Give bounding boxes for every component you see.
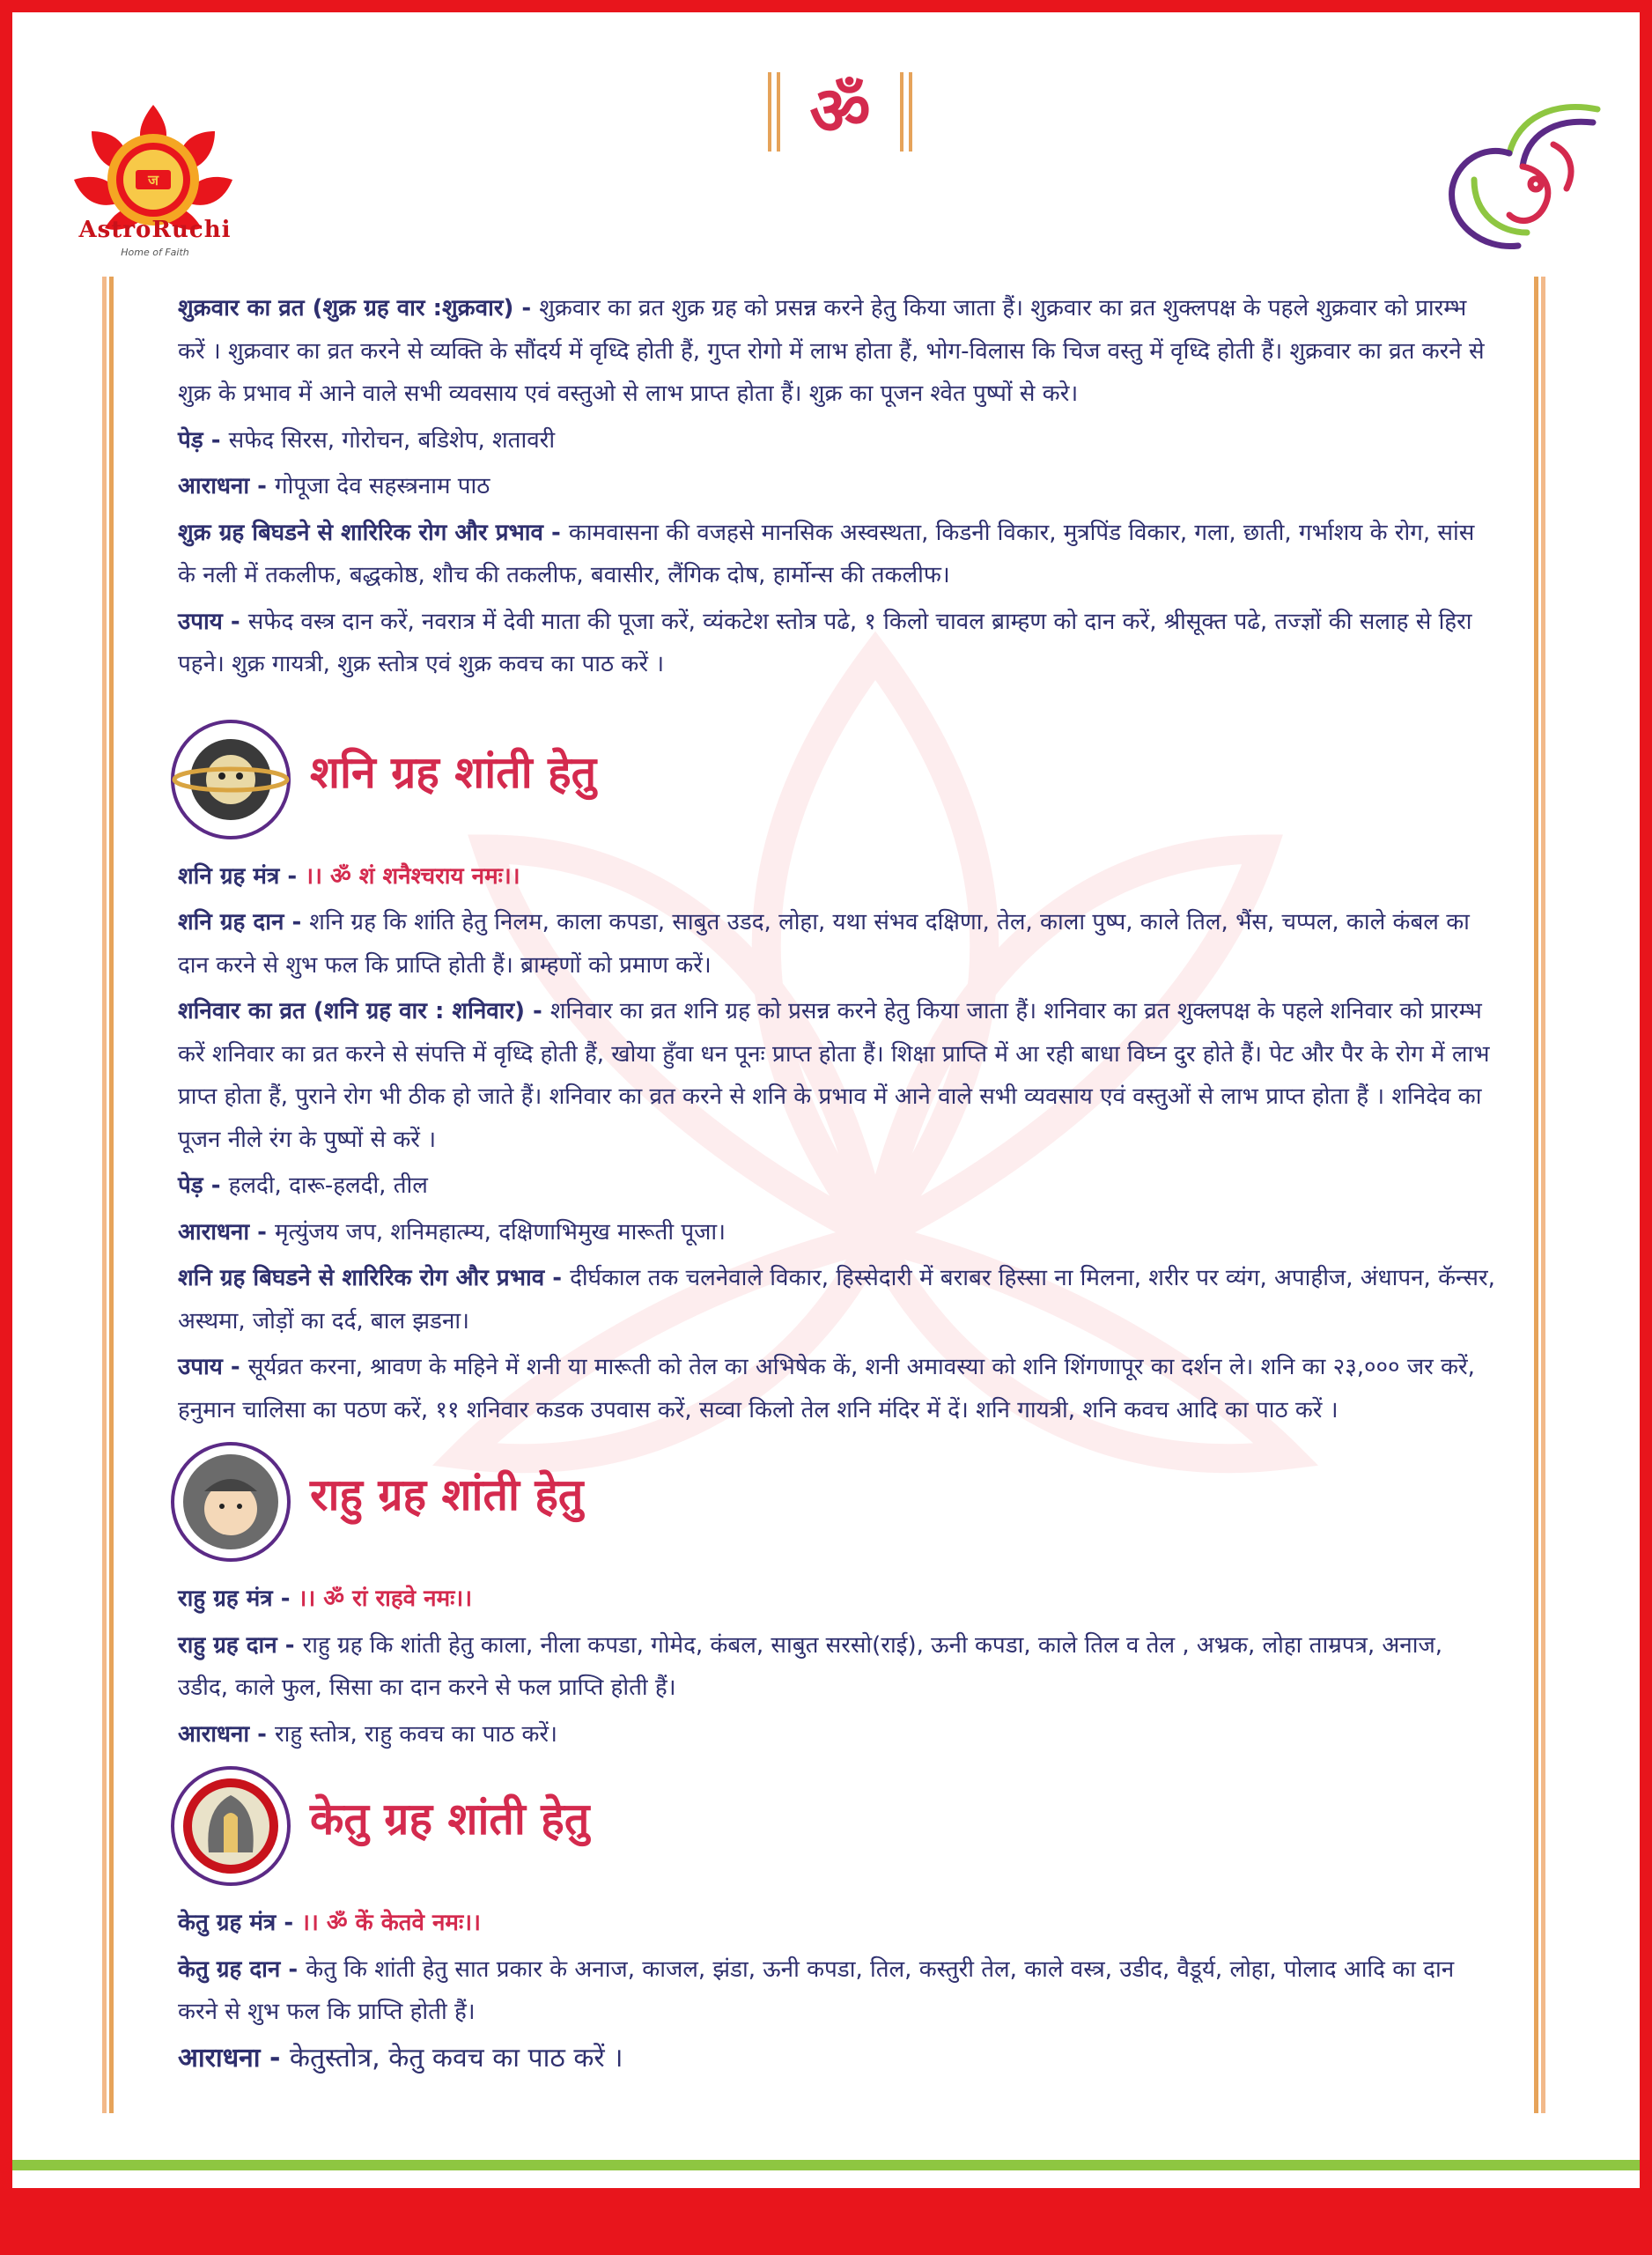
shani-section-header xyxy=(169,718,1499,850)
rahu-daan xyxy=(178,1624,1499,1710)
shani-ped-label: पेड़ - xyxy=(178,1172,229,1199)
ganesh-icon xyxy=(1421,92,1615,268)
shani-upay-text: सूर्यव्रत करना, श्रावण के महिने में शनी या मारूती को तेल का अभिषेक कें, शनी अमावस्या को शनि शिंगणापूर का दर्शन ले। शनि का २३,००० जर करें, हनुमान चालिसा का पठण करें, ११ शनिवार कडक उपवास करें, सव्वा किलो तेल शनि मंदिर में दें। शनि गायत्री, शनि कवच आदि का पाठ करें । xyxy=(178,1354,1475,1423)
shani-mantra xyxy=(178,855,1499,898)
rahu-daan-text: राहु ग्रह कि शांती हेतु काला, नीला कपडा, गोमेद, कंबल, साबुत सरसो(राई), ऊनी कपडा, काले तिल व तेल , अभ्रक, लोहा ताम्रपत्र, अनाज, उडीद, काले फुल, सिसा का दान करने से फल प्राप्ति होती हैं। xyxy=(178,1631,1443,1701)
om-symbol: ॐ xyxy=(809,71,871,150)
shukra-aradhana-label: आराधना - xyxy=(178,473,275,499)
om-header xyxy=(761,63,919,160)
shani-vrat-text: शनिवार का व्रत शनि ग्रह को प्रसन्न करने हेतु किया जाता हैं। शनिवार का व्रत शुक्लपक्ष के पहले शनिवार को प्रारम्भ करें शनिवार का व्रत करने से संपत्ति में वृध्दि होती हैं, खोया हुँवा धन पूनः प्राप्त होता हैं। शिक्षा प्राप्ति में आ रही बाधा विघ्न दुर होते हैं। पेट और पैर के रोग में लाभ प्राप्त होता हैं, पुराने रोग भी ठीक हो जाते हैं। शनिवार का व्रत करने से शनि के प्रभाव में आने वाले सभी व्यवसाय एवं वस्तुओं से लाभ प्राप्त होता हैं । शनिदेव का पूजन नीले रंग के पुष्पों से करें । xyxy=(178,998,1490,1153)
ketu-daan-label: केतु ग्रह दान - xyxy=(178,1956,306,1983)
main-content xyxy=(178,287,1499,2083)
shukra-upay-label: उपाय - xyxy=(178,608,248,635)
rahu-planet-icon xyxy=(169,1440,292,1564)
shani-daan-text: शनि ग्रह कि शांति हेतु निलम, काला कपडा, साबुत उडद, लोहा, यथा संभव दक्षिणा, तेल, काला पुष्प, काले तिल, भैंस, चप्पल, काले कंबल का दान करने से शुभ फल कि प्राप्ति होती हैं। ब्राम्हणों को प्रमाण करें। xyxy=(178,909,1470,979)
ketu-mantra xyxy=(178,1902,1499,1945)
shani-aradhana-text: मृत्युंजय जप, शनिमहात्म्य, दक्षिणाभिमुख मारूती पूजा। xyxy=(275,1218,726,1246)
page xyxy=(12,12,1640,2243)
shukra-vrat-label: शुक्रवार का व्रत (शुक्र ग्रह वार :शुक्रवार) - xyxy=(178,295,540,322)
shani-rog-label: शनि ग्रह बिघडने से शारिरिक रोग और प्रभाव - xyxy=(178,1265,571,1291)
svg-text:ज: ज xyxy=(148,172,159,189)
right-pole-decoration xyxy=(1534,277,1546,2113)
rahu-mantra-text: ।। ॐ रां राहवे नमः।। xyxy=(298,1586,473,1612)
shani-rog xyxy=(178,1257,1499,1342)
footer-red-band xyxy=(12,2188,1640,2243)
shukra-upay-text: सफेद वस्त्र दान करें, नवरात्र में देवी माता की पूजा करें, व्यंकटेश स्तोत्र पढे, १ किलो चावल ब्राम्हण को दान करें, श्रीसूक्त पढे, तज्ज्ञों की सलाह से हिरा पहने। शुक्र गायत्री, शुक्र स्तोत्र एवं शुक्र कवच का पाठ करें । xyxy=(178,608,1472,677)
shani-ped-text: हलदी, दारू-हलदी, तील xyxy=(228,1172,428,1199)
om-bar-right xyxy=(909,72,912,152)
rahu-aradhana-label: आराधना - xyxy=(178,1720,275,1748)
footer-green-band xyxy=(12,2160,1640,2170)
rahu-title: राहु ग्रह शांती हेतु xyxy=(310,1468,584,1520)
shukra-vrat-text: शुक्रवार का व्रत शुक्र ग्रह को प्रसन्न करने हेतु किया जाता हैं। शुक्रवार का व्रत शुक्लपक्ष के पहले शुक्रवार को प्रारम्भ करें । शुक्रवार का व्रत करने से व्यक्ति के सौंदर्य में वृध्दि होती हैं, गुप्त रोगो में लाभ होता हैं, भोग-विलास कि चिज वस्तु में वृध्दि होती हैं। शुक्रवार का व्रत करने से शुक्र के प्रभाव में आने वाले सभी व्यवसाय एवं वस्तुओ से लाभ प्राप्त होता हैं। शुक्र का पूजन श्वेत पुष्पों से करे। xyxy=(178,295,1485,407)
ketu-aradhana-label: आराधना - xyxy=(178,2042,290,2074)
shani-upay xyxy=(178,1346,1499,1431)
rahu-mantra xyxy=(178,1578,1499,1621)
shani-daan-label: शनि ग्रह दान - xyxy=(178,909,310,935)
shukra-ped xyxy=(178,419,1499,462)
shukra-upay xyxy=(178,601,1499,686)
shani-aradhana-label: आराधना - xyxy=(178,1218,275,1246)
shukra-rog-label: शुक्र ग्रह बिघडने से शारिरिक रोग और प्रभाव - xyxy=(178,519,569,546)
shukra-rog xyxy=(178,512,1499,597)
shani-rog-text: दीर्घकाल तक चलनेवाले विकार, हिस्सेदारी में बराबर हिस्सा ना मिलना, शरीर पर व्यंग, अपाहीज, अंधापन, कॅन्सर, अस्थमा, जोड़ों का दर्द, बाल झडना। xyxy=(178,1265,1495,1335)
ketu-mantra-label: केतु ग्रह मंत्र - xyxy=(178,1910,302,1936)
shani-vrat-label: शनिवार का व्रत (शनि ग्रह वार : शनिवार) - xyxy=(178,998,550,1024)
shani-ped xyxy=(178,1164,1499,1208)
shukra-vrat xyxy=(178,287,1499,416)
shani-mantra-label: शनि ग्रह मंत्र - xyxy=(178,862,306,890)
rahu-mantra-label: राहु ग्रह मंत्र - xyxy=(178,1586,299,1612)
shani-aradhana xyxy=(178,1211,1499,1254)
left-pole-decoration xyxy=(102,277,114,2113)
ketu-daan xyxy=(178,1948,1499,2034)
ketu-mantra-text: ।। ॐ कें केतवे नमः।। xyxy=(301,1910,481,1936)
shukra-ped-text: सफेद सिरस, गोरोचन, बडिशेप, शतावरी xyxy=(228,426,556,454)
shukra-aradhana-text: गोपूजा देव सहस्त्रनाम पाठ xyxy=(275,473,490,499)
shani-planet-icon xyxy=(169,718,292,841)
shukra-rog-text: कामवासना की वजहसे मानसिक अस्वस्थता, किडनी विकार, मुत्रपिंड विकार, गला, छाती, गर्भाशय के रोग, सांस के नली में तकलीफ, बद्धकोष्ठ, शौच की तकलीफ, बवासीर, लैंगिक दोष, हार्मोन्स की तकलीफ। xyxy=(178,519,1475,588)
ketu-section-header xyxy=(169,1764,1499,1896)
shani-mantra-text: ।। ॐ शं शनैश्चराय नमः।। xyxy=(305,862,520,890)
rahu-daan-label: राहु ग्रह दान - xyxy=(178,1631,303,1659)
ketu-aradhana xyxy=(178,2037,1499,2081)
shukra-ped-label: पेड़ - xyxy=(178,426,229,454)
rahu-aradhana xyxy=(178,1713,1499,1756)
ketu-daan-text: केतु कि शांती हेतु सात प्रकार के अनाज, काजल, झंडा, ऊनी कपडा, तिल, कस्तुरी तेल, काले वस्त्र, उडीद, वैडूर्य, लोहा, पोलाद आदि का दान करने से शुभ फल कि प्राप्ति होती हैं। xyxy=(178,1956,1455,2025)
shani-title: शनि ग्रह शांती हेतु xyxy=(310,745,597,798)
rahu-aradhana-text: राहु स्तोत्र, राहु कवच का पाठ करें। xyxy=(275,1720,557,1748)
logo-tagline: Home of Faith xyxy=(121,247,189,258)
ketu-aradhana-text: केतुस्तोत्र, केतु कवच का पाठ करें । xyxy=(289,2042,623,2074)
logo-name: AstroRuchi xyxy=(78,217,232,243)
shani-upay-label: उपाय - xyxy=(178,1354,248,1380)
ketu-title: केतु ग्रह शांती हेतु xyxy=(310,1793,590,1845)
shani-daan xyxy=(178,901,1499,987)
shani-vrat xyxy=(178,990,1499,1161)
rahu-section-header xyxy=(169,1440,1499,1572)
om-bar-right-inner xyxy=(900,72,903,152)
shukra-aradhana xyxy=(178,465,1499,508)
ketu-planet-icon xyxy=(169,1764,292,1888)
